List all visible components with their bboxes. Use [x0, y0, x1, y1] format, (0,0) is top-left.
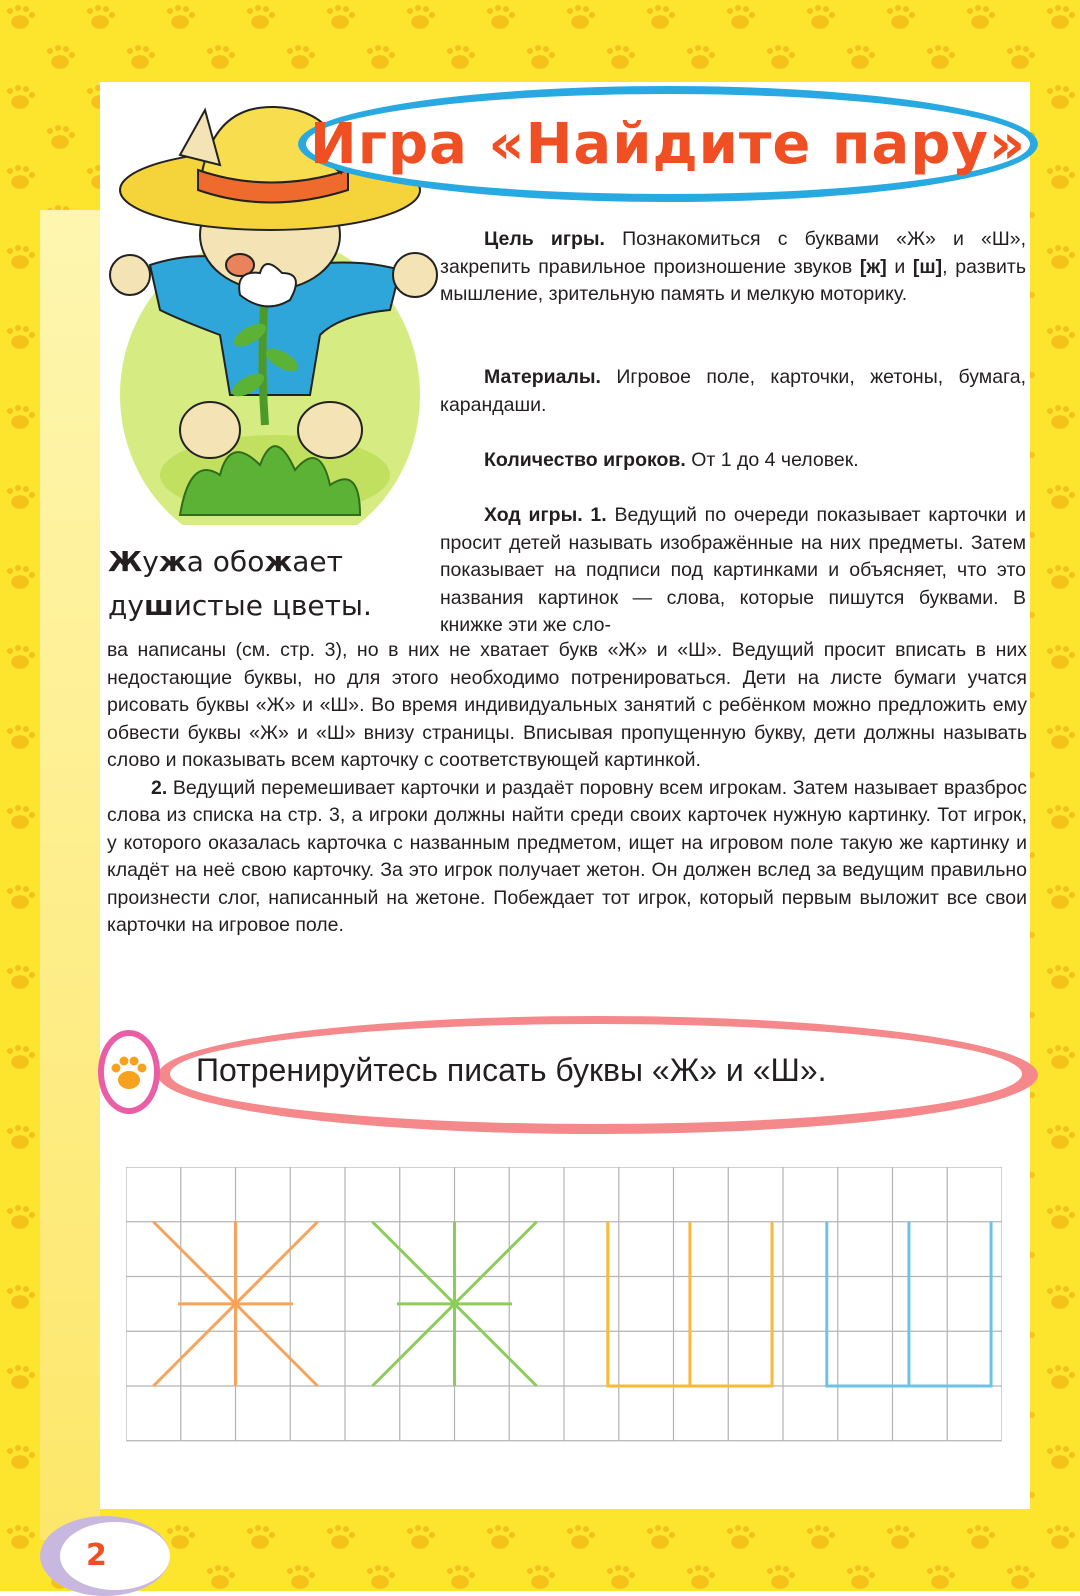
tracing-letters: [153, 1222, 991, 1386]
course-label: Ход игры. 1.: [484, 504, 607, 526]
caption-line-1: [108, 540, 408, 584]
writing-practice-grid[interactable]: [126, 1167, 1002, 1443]
course-paragraph-top: [440, 502, 1026, 640]
title-banner: [298, 86, 1038, 202]
players-label: Количество игроков.: [484, 449, 686, 471]
goal-label: Цель игры.: [484, 228, 605, 250]
goal-text: и: [886, 255, 913, 278]
course-paragraph-rest: [107, 637, 1027, 940]
caption-text: истые цветы.: [173, 589, 372, 622]
goal-text: Познакомиться с буквами «Ж» и «Ш», закрепить правильное произношение звуков: [440, 228, 1026, 278]
players-paragraph: [440, 447, 1026, 475]
goal-text: , развить мышление, зрительную память и мелкую моторику.: [440, 255, 1026, 305]
practice-instruction: Потренируйтесь писать буквы «Ж» и «Ш».: [196, 1052, 827, 1088]
caption-text: а обо: [186, 545, 265, 578]
letter-stroke: [608, 1222, 772, 1386]
course-text-continued: ва написаны (см. стр. 3), но в них не хватает букв «Ж» и «Ш». Ведущий просит вписать в них недостающие буквы, но для этого необходимо потренироваться. Дети на листе бумаги учатся рисовать буквы «Ж» и «Ш». Во время индивидуальных занятий с ребёнком можно предложить ему обвести буквы «Ж» и «Ш» внизу страницы. Вписывая пропущенную букву, дети должны называть слово и показывать всем карточку с соответствующей картинкой.: [107, 639, 1027, 771]
caption-bold-letter: ж: [158, 545, 187, 578]
page-title: Игра «Найдите пару»: [309, 111, 1027, 177]
sound-sh: [ш]: [912, 255, 943, 278]
tracing-letter-4: [827, 1222, 991, 1386]
caption-text: у: [142, 545, 159, 578]
sound-zh: [ж]: [859, 255, 887, 278]
letter-stroke: [372, 1222, 536, 1386]
caption-text: ает: [292, 545, 343, 578]
illustration-caption: [108, 540, 408, 628]
materials-label: Материалы.: [484, 366, 601, 388]
page-number: 2: [86, 1538, 107, 1573]
tracing-letter-3: [608, 1222, 772, 1386]
caption-line-2: [108, 584, 408, 628]
materials-paragraph: [440, 364, 1026, 419]
caption-bold-letter: Ж: [108, 545, 143, 578]
players-text: От 1 до 4 человек.: [685, 449, 859, 471]
tracing-letter-2: [372, 1222, 536, 1386]
materials-text: Игровое поле, карточки, жетоны, бумага, карандаши.: [440, 366, 1026, 416]
tracing-letter-1: [153, 1222, 317, 1386]
paw-icon: [104, 1036, 154, 1108]
caption-text: ду: [108, 589, 144, 622]
course-text: Ведущий по очереди показывает карточки и просит детей называть изображённые на них предметы. Затем показывает на подписи под картинками и объясняет, что это названия картинок — слова, которые пишутся буквами. В книжке эти же сло-: [440, 504, 1026, 636]
step-2-text: Ведущий перемешивает карточки и раздаёт поровну всем игрокам. Затем называет вразброс слова из списка на стр. 3, а игроки должны найти среди своих карточек нужную картинку. Тот игрок, у которого оказалась карточка с названным предметом, ищет на игровом поле такую же картинку и кладёт на неё свою карточку. За это игрок получает жетон. Он должен вслед за ведущим правильно произнести слог, написанный на жетоне. Побеждает тот игрок, который первым выложит все свои карточки на игровое поле.: [107, 776, 1027, 936]
step-2-paragraph: [107, 775, 1027, 940]
paw-badge: [98, 1030, 160, 1114]
goal-paragraph: [440, 226, 1026, 309]
caption-bold-letter: ж: [264, 545, 293, 578]
letter-stroke: [827, 1222, 991, 1386]
page-number-badge-inner: [60, 1522, 170, 1590]
caption-bold-letter: ш: [143, 589, 174, 622]
step-2-label: 2.: [151, 776, 168, 799]
letter-stroke: [153, 1222, 317, 1386]
